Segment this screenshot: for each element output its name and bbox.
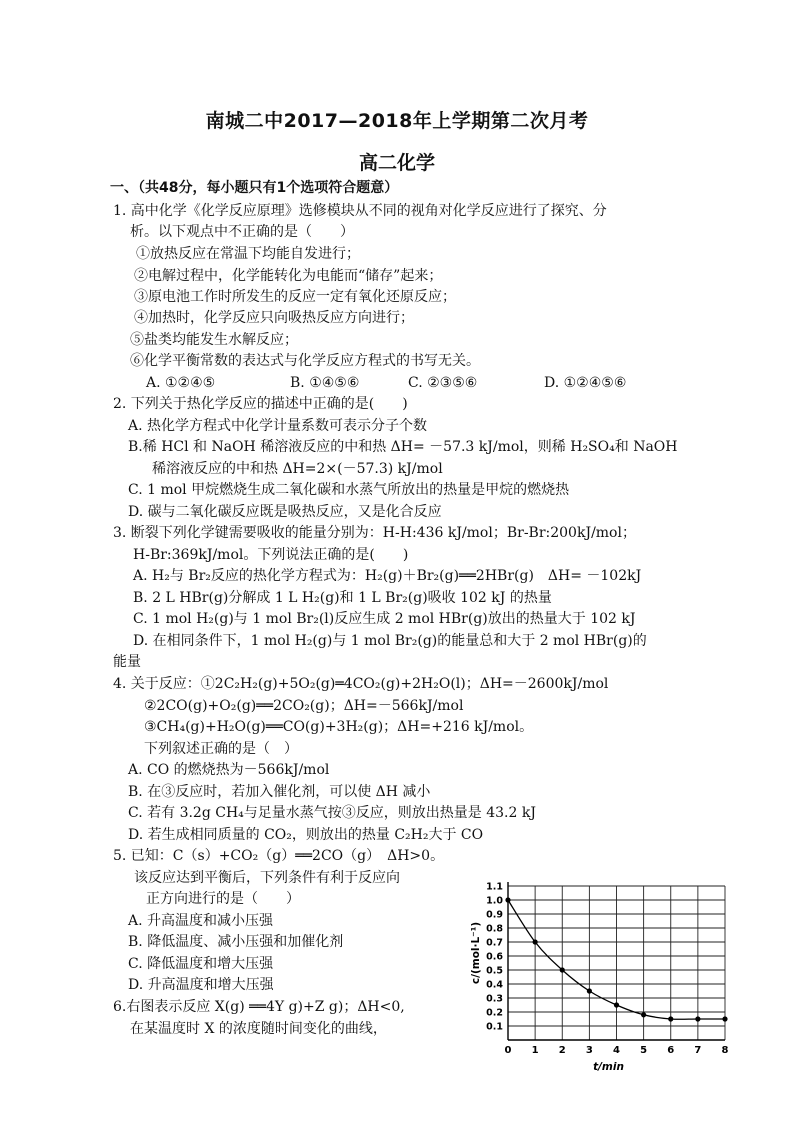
data-point bbox=[695, 1016, 700, 1021]
q2-option-c: C. 1 mol 甲烷燃烧生成二氧化碳和水蒸气所放出的热量是甲烷的燃烧热 bbox=[128, 482, 570, 498]
exam-subtitle: 高二化学 bbox=[358, 152, 435, 174]
q6-stem-line2: 在某温度时 X 的浓度随时间变化的曲线， bbox=[130, 1021, 387, 1037]
q5-option-b: B. 降低温度、减小压强和加催化剂 bbox=[128, 934, 344, 950]
q6-stem: 6.右图表示反应 X(g) ══4Y g)+Z g)；ΔH<0, bbox=[113, 999, 405, 1015]
x-axis-label: t/min bbox=[593, 1061, 624, 1073]
data-point bbox=[560, 967, 565, 972]
y-tick-label: 0.3 bbox=[486, 993, 503, 1005]
q3-option-c: C. 1 mol H₂(g)与 1 mol Br₂(l)反应生成 2 mol HBr(g)放出的热量大于 102 kJ bbox=[133, 611, 636, 627]
q3-stem-line2: H-Br:369kJ/mol。下列说法正确的是( ) bbox=[133, 547, 409, 563]
y-axis-label: c/(mol·L⁻¹) bbox=[470, 921, 482, 985]
q1-statement-1: ①放热反应在常温下均能自发进行； bbox=[136, 246, 360, 262]
q4-option-c: C. 若有 3.2g CH₄与足量水蒸气按③反应，则放出热量是 43.2 kJ bbox=[128, 805, 536, 821]
q2-option-b-line2: 稀溶液反应的中和热 ΔH=2×(－57.3) kJ/mol bbox=[152, 461, 443, 477]
data-point bbox=[722, 1016, 727, 1021]
data-point bbox=[587, 988, 592, 993]
q1-stem-line2: 析。以下观点中不正确的是（ ） bbox=[130, 224, 354, 240]
x-tick-label: 3 bbox=[585, 1045, 593, 1056]
q5-option-d: D. 升高温度和增大压强 bbox=[128, 977, 274, 993]
q4-option-a: A. CO 的燃烧热为－566kJ/mol bbox=[128, 762, 330, 778]
q1-statement-5: ⑤盐类均能发生水解反应； bbox=[130, 332, 298, 348]
x-tick-label: 4 bbox=[613, 1045, 620, 1056]
y-tick-label: 0.6 bbox=[486, 951, 503, 963]
section-heading: 一、（共48分，每小题只有1个选项符合题意） bbox=[110, 180, 399, 196]
x-tick-label: 1 bbox=[531, 1045, 539, 1056]
y-tick-label: 0.2 bbox=[486, 1007, 503, 1019]
data-point bbox=[533, 939, 538, 944]
x-tick-label: 6 bbox=[667, 1045, 675, 1056]
q3-option-b: B. 2 L HBr(g)分解成 1 L H₂(g)和 1 L Br₂(g)吸收 102 kJ 的热量 bbox=[133, 590, 552, 606]
y-tick-label: 0.7 bbox=[486, 937, 503, 949]
x-tick-label: 2 bbox=[558, 1045, 566, 1056]
q2-option-a: A. 热化学方程式中化学计量系数可表示分子个数 bbox=[128, 418, 428, 434]
q3-option-d-line2: 能量 bbox=[113, 654, 141, 670]
y-tick-label: 0.8 bbox=[486, 923, 503, 935]
q3-option-d-line1: D. 在相同条件下，1 mol H₂(g)与 1 mol Br₂(g)的能量总和大于 2 mol HBr(g)的 bbox=[133, 633, 647, 649]
q4-reaction-2: ②2CO(g)+O₂(g)══2CO₂(g)；ΔH=－566kJ/mol bbox=[144, 698, 464, 714]
exam-title: 南城二中2017—2018年上学期第二次月考 bbox=[205, 110, 589, 132]
q1-statement-4: ④加热时，化学反应只向吸热反应方向进行； bbox=[134, 310, 414, 326]
data-point bbox=[614, 1002, 619, 1007]
x-tick-label: 8 bbox=[721, 1045, 729, 1056]
q1-option-c: C. ②③⑤⑥ bbox=[408, 375, 478, 391]
q1-option-d: D. ①②④⑤⑥ bbox=[544, 375, 627, 391]
q3-stem-line1: 3. 断裂下列化学键需要吸收的能量分别为：H-H:436 kJ/mol；Br-Br:200kJ/mol； bbox=[113, 525, 636, 541]
q4-option-b: B. 在③反应时，若加入催化剂，可以使 ΔH 减小 bbox=[128, 784, 431, 800]
q1-option-a: A. ①②④⑤ bbox=[146, 375, 216, 391]
q5-option-a: A. 升高温度和减小压强 bbox=[128, 913, 274, 929]
y-tick-label: 0.4 bbox=[486, 979, 503, 991]
concentration-time-chart bbox=[470, 878, 732, 1078]
y-tick-label: 1.0 bbox=[486, 895, 503, 907]
q1-option-b: B. ①④⑤⑥ bbox=[290, 375, 360, 391]
q2-option-d: D. 碳与二氧化碳反应既是吸热反应，又是化合反应 bbox=[128, 504, 442, 520]
q4-question: 下列叙述正确的是（ ） bbox=[144, 741, 298, 757]
data-point bbox=[668, 1016, 673, 1021]
y-tick-label: 0.5 bbox=[486, 965, 503, 977]
x-tick-label: 5 bbox=[640, 1045, 648, 1056]
q4-stem: 4. 关于反应：①2C₂H₂(g)+5O₂(g)═4CO₂(g)+2H₂O(l)；ΔH=－2600kJ/mol bbox=[113, 676, 609, 692]
q1-statement-6: ⑥化学平衡常数的表达式与化学反应方程式的书写无关。 bbox=[130, 353, 480, 369]
x-tick-label: 7 bbox=[694, 1045, 702, 1056]
q2-stem: 2. 下列关于热化学反应的描述中正确的是( ) bbox=[113, 396, 408, 412]
data-point bbox=[641, 1012, 646, 1017]
q5-stem: 5. 已知：C（s）+CO₂（g）══2CO（g） ΔH>0。 bbox=[113, 848, 445, 864]
q3-option-a: A. H₂与 Br₂反应的热化学方程式为：H₂(g)＋Br₂(g)══2HBr(g) ΔH= －102kJ bbox=[133, 568, 642, 584]
q5-stem-line3: 正方向进行的是（ ） bbox=[146, 891, 300, 907]
data-point bbox=[505, 897, 510, 902]
q4-reaction-3: ③CH₄(g)+H₂O(g)══CO(g)+3H₂(g)；ΔH=+216 kJ/mol。 bbox=[144, 719, 534, 735]
q5-stem-line2: 该反应达到平衡后，下列条件有利于反应向 bbox=[134, 870, 400, 886]
q5-option-c: C. 降低温度和增大压强 bbox=[128, 956, 274, 972]
q4-option-d: D. 若生成相同质量的 CO₂，则放出的热量 C₂H₂大于 CO bbox=[128, 827, 484, 843]
x-tick-label: 0 bbox=[504, 1045, 512, 1056]
y-tick-label: 0.9 bbox=[486, 909, 503, 921]
q2-option-b-line1: B.稀 HCl 和 NaOH 稀溶液反应的中和热 ΔH= －57.3 kJ/mol，则稀 H₂SO₄和 NaOH bbox=[128, 439, 678, 455]
q1-statement-2: ②电解过程中，化学能转化为电能而“储存”起来； bbox=[134, 268, 443, 284]
y-tick-label: 1.1 bbox=[486, 881, 503, 893]
q1-stem-line1: 1. 高中化学《化学反应原理》选修模块从不同的视角对化学反应进行了探究、分 bbox=[113, 203, 607, 219]
y-tick-label: 0.1 bbox=[486, 1021, 503, 1033]
q1-statement-3: ③原电池工作时所发生的反应一定有氧化还原反应； bbox=[134, 289, 456, 305]
